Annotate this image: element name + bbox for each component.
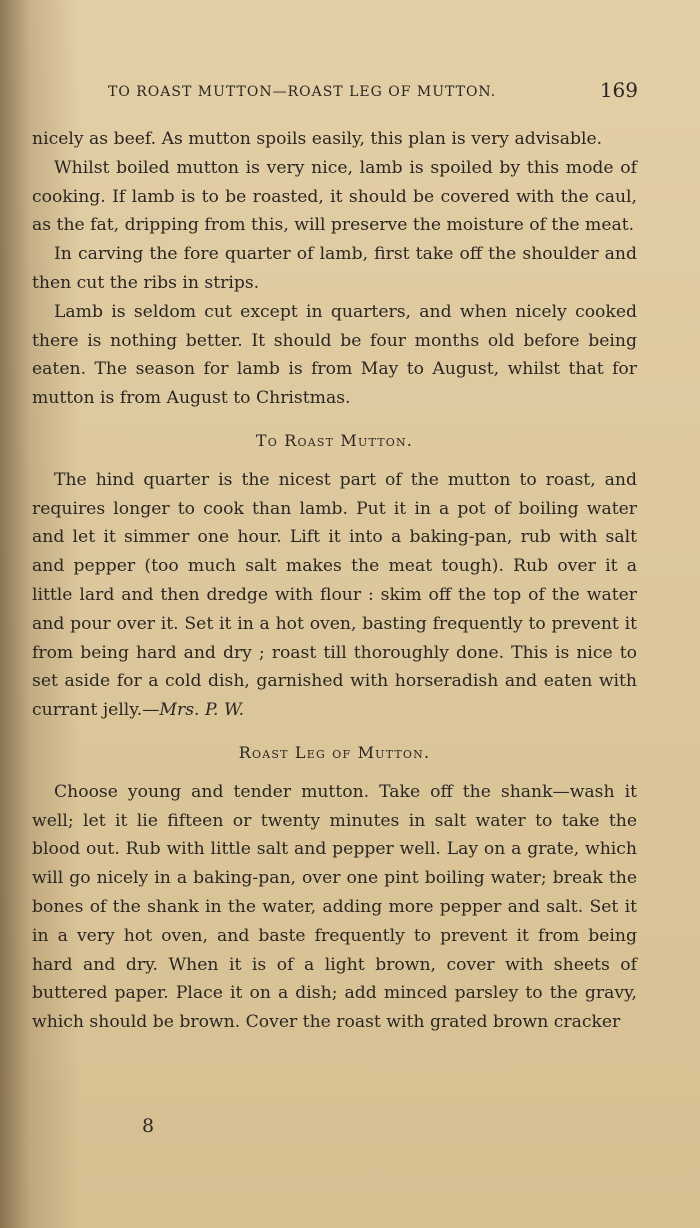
page-header — [108, 78, 638, 108]
recipe-attribution: Mrs. P. W. — [159, 700, 245, 721]
recipe-title-roast-mutton: To Roast Mutton. — [255, 430, 414, 450]
recipe-text-roast-mutton — [32, 466, 637, 725]
page-number: 169 — [599, 78, 638, 102]
page-body — [32, 125, 637, 1037]
signature-mark: 8 — [142, 1115, 155, 1137]
paragraph: Lamb is seldom cut except in quarters, and when nicely cooked there is nothing better. It should be four months old before being eaten. The season for lamb is from May to August, whilst that for mutton is from August to Christmas. — [32, 301, 637, 409]
recipe-text-roast-leg: Choose young and tender mutton. Take off the shank—wash it well; let it lie fifteen or twenty minutes in salt water to take the blood out. Rub with little salt and pepper well. Lay on a grate, which will go nicely in a baking-pan, over one pint boiling water; break the bones of the shank in the water, adding more pepper and salt. Set it in a very hot oven, and baste frequently to prevent it from being hard and dry. When it is of a light brown, cover with sheets of buttered paper. Place it on a dish; add minced parsley to the gravy, which should be brown. Cover the roast with grated brown cracker — [32, 781, 637, 1033]
paragraph: nicely as beef. As mutton spoils easily, this plan is very advisable. — [32, 129, 603, 149]
paragraph: In carving the fore quarter of lamb, first take off the shoulder and then cut the ribs in strips. — [32, 244, 637, 293]
running-head: TO ROAST MUTTON—ROAST LEG OF MUTTON. — [108, 84, 497, 100]
recipe-body: The hind quarter is the nicest part of the mutton to roast, and requires longer to cook than lamb. Put it in a pot of boiling water and let it simmer one hour. Lift it into a baking-pan, rub with salt and pepper (too much salt makes the meat tough). Rub over it a little lard and then dredge with flour : skim off the top of the water and pour over it. Set it in a hot oven, basting frequently to prevent it from being hard and dry ; roast till thoroughly done. This is nice to set aside for a cold dish, garnished with horseradish and eaten with currant jelly.— — [32, 469, 637, 721]
recipe-title-roast-leg: Roast Leg of Mutton. — [238, 742, 431, 762]
paragraph: Whilst boiled mutton is very nice, lamb is spoiled by this mode of cooking. If lamb is to be roasted, it should be covered with the caul, as the fat, dripping from this, will preserve the moisture of the meat. — [32, 157, 637, 236]
